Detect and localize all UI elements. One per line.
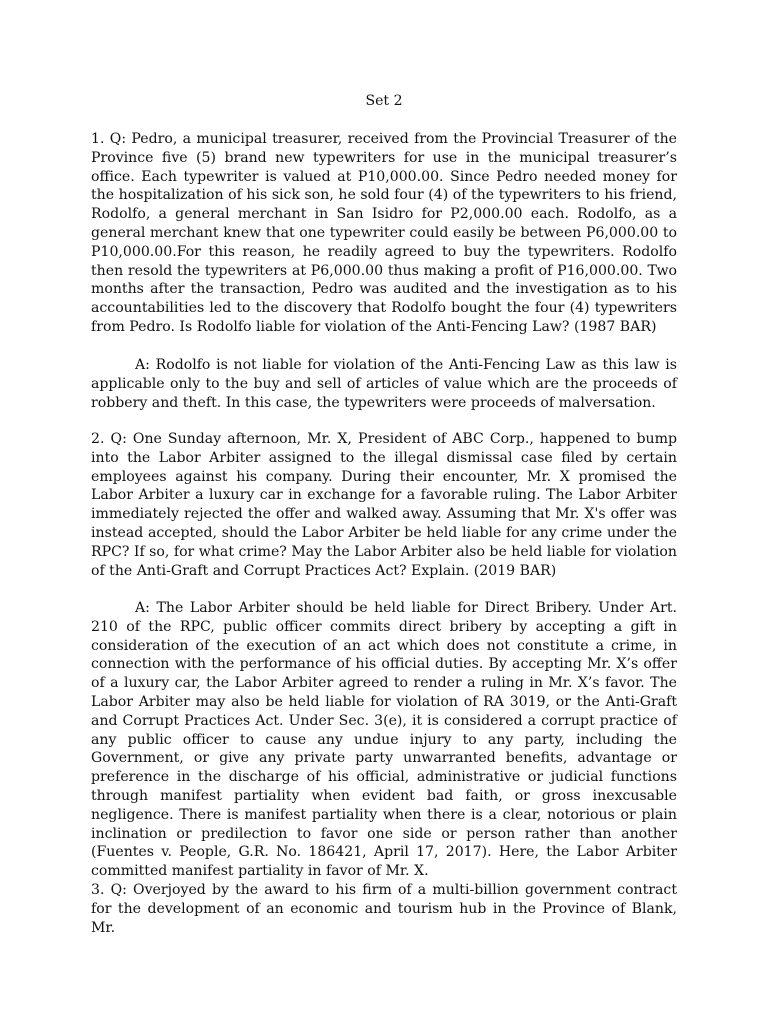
question-2: 2. Q: One Sunday afternoon, Mr. X, President of ABC Corp., happened to bump into the Labor Arbiter assigned to the illegal dismissal case filed by certain employees against his company. During their encounter, Mr. X promised the Labor Arbiter a luxury car in exchange for a favorable ruling. The Labor Arbiter immediately rejected the offer and walked away. Assuming that Mr. X's offer was instead accepted, should the Labor Arbiter be held liable for any crime under the RPC? If so, for what crime? May the Labor Arbiter also be held liable for violation of the Anti-Graft and Corrupt Practices Act? Explain. (2019 BAR) <box>91 431 677 579</box>
answer-2: A: The Labor Arbiter should be held liable for Direct Bribery. Under Art. 210 of the RPC, public officer commits direct bribery by accepting a gift in consideration of the execution of an act which does not constitute a crime, in connection with the performance of his official duties. By accepting Mr. X’s offer of a luxury car, the Labor Arbiter agreed to render a ruling in Mr. X’s favor. The Labor Arbiter may also be held liable for violation of RA 3019, or the Anti-Graft and Corrupt Practices Act. Under Sec. 3(e), it is considered a corrupt practice of any public officer to cause any undue injury to any party, including the Government, or give any private party unwarranted benefits, advantage or preference in the discharge of his official, administrative or judicial functions through manifest partiality when evident bad faith, or gross inexcusable negligence. There is manifest partiality when there is a clear, notorious or plain inclination or predilection to favor one side or person rather than another (Fuentes v. People, G.R. No. 186421, April 17, 2017). Here, the Labor Arbiter committed manifest partiality in favor of Mr. X. <box>91 600 677 880</box>
question-3: 3. Q: Overjoyed by the award to his firm of a multi-billion government contract for the development of an economic and tourism hub in the Province of Blank, Mr. <box>91 882 677 936</box>
question-1: 1. Q: Pedro, a municipal treasurer, received from the Provincial Treasurer of the Province five (5) brand new typewriters for use in the municipal treasurer’s office. Each typewriter is valued at P10,000.00. Since Pedro needed money for the hospitalization of his sick son, he sold four (4) of the typewriters to his friend, Rodolfo, a general merchant in San Isidro for P2,000.00 each. Rodolfo, as a general merchant knew that one typewriter could easily be between P6,000.00 to P10,000.00.For this reason, he readily agreed to buy the typewriters. Rodolfo then resold the typewriters at P6,000.00 thus making a profit of P16,000.00. Two months after the transaction, Pedro was audited and the investigation as to his accountabilities led to the discovery that Rodolfo bought the four (4) typewriters from Pedro. Is Rodolfo liable for violation of the Anti-Fencing Law? (1987 BAR) <box>91 131 677 335</box>
answer-1: A: Rodolfo is not liable for violation of the Anti-Fencing Law as this law is applicable only to the buy and sell of articles of value which are the proceeds of robbery and theft. In this case, the typewriters were proceeds of malversation. <box>91 357 677 411</box>
page-title: Set 2 <box>365 93 403 109</box>
